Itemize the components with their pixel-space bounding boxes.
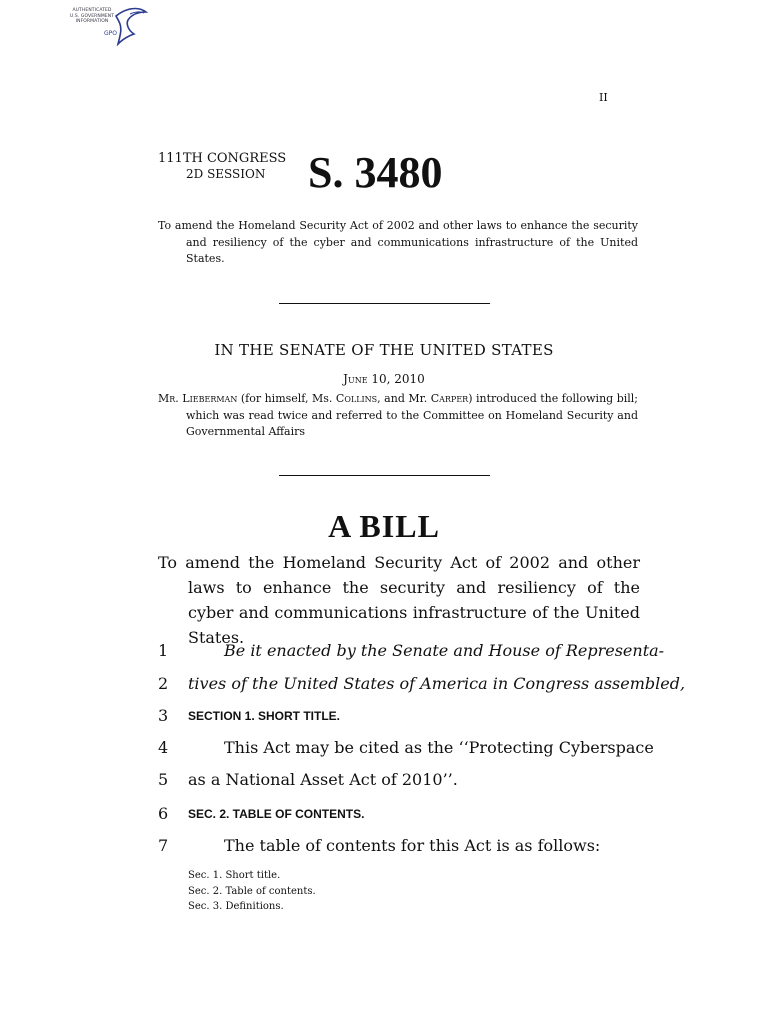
cosponsor-name-1: Collins [335,392,378,405]
bill-line [158,834,610,858]
eagle-icon [112,6,148,46]
short-purpose: To amend the Homeland Security Act of 2002 and other laws to enhance the security and resiliency of the cyber and communications infrastructure of the United States. [158,219,638,265]
section-text: as a National Asset Act of 2010’’. [188,770,458,789]
intro-text-2: , and Mr. [377,392,431,405]
bill-line [158,768,610,792]
page-mark: II [599,91,608,104]
congress-label: 111TH CONGRESS [158,151,287,166]
divider [279,475,490,476]
logo-line-3: INFORMATION [75,19,109,24]
cosponsor-name-2: Carper [430,392,469,405]
divider [279,303,490,304]
introduction-date: June 10, 2010 [343,372,425,386]
gpo-mark: GPO [104,30,117,37]
bill-line [158,639,665,663]
introduction-paragraph [158,391,638,441]
line-number: 3 [158,706,169,725]
table-of-contents [188,868,316,915]
toc-entry: Sec. 2. Table of contents. [188,885,316,897]
line-number: 1 [158,641,169,660]
session-label: 2D SESSION [186,167,266,181]
line-number: 4 [158,738,169,757]
bill-number: S. 3480 [308,148,443,197]
logo-line-2: U.S. GOVERNMENT [69,13,115,19]
line-number: 5 [158,770,169,789]
bill-line [158,736,654,760]
section-text: This Act may be cited as the ‘‘Protecting Cyberspace [224,738,654,757]
bill-line [158,672,686,696]
sponsor-name: Mr. Lieberman [158,392,238,405]
section-heading: SECTION 1. SHORT TITLE. [188,709,341,723]
intro-text-3: ) introduced the following bill; which was read twice and referred to the Committee on Homeland Security and Governmental Affairs [186,392,639,438]
line-number: 6 [158,804,169,823]
enacting-clause: Be it enacted by the Senate and House of Representa- [224,641,665,660]
gpo-authentication-logo [62,6,148,46]
bill-purpose: To amend the Homeland Security Act of 2002 and other laws to enhance the security and resiliency of the cyber and communications infrastructure of the United States. [158,553,640,647]
bill-title: A BILL [328,508,440,544]
chamber-heading-text: IN THE SENATE OF THE UNITED STATES [214,341,554,359]
enacting-clause: tives of the United States of America in Congress assembled, [188,674,686,693]
chamber-heading [0,341,768,359]
line-number: 2 [158,674,169,693]
logo-line-1: AUTHENTICATED [72,8,112,13]
line-number: 7 [158,836,169,855]
intro-text-1: (for himself, Ms. [237,392,336,405]
bill-line [158,802,610,826]
bill-line [158,704,610,728]
toc-entry: Sec. 1. Short title. [188,870,281,881]
section-text: The table of contents for this Act is as follows: [224,836,601,855]
toc-entry: Sec. 3. Definitions. [188,901,284,912]
section-heading: SEC. 2. TABLE OF CONTENTS. [188,807,365,821]
